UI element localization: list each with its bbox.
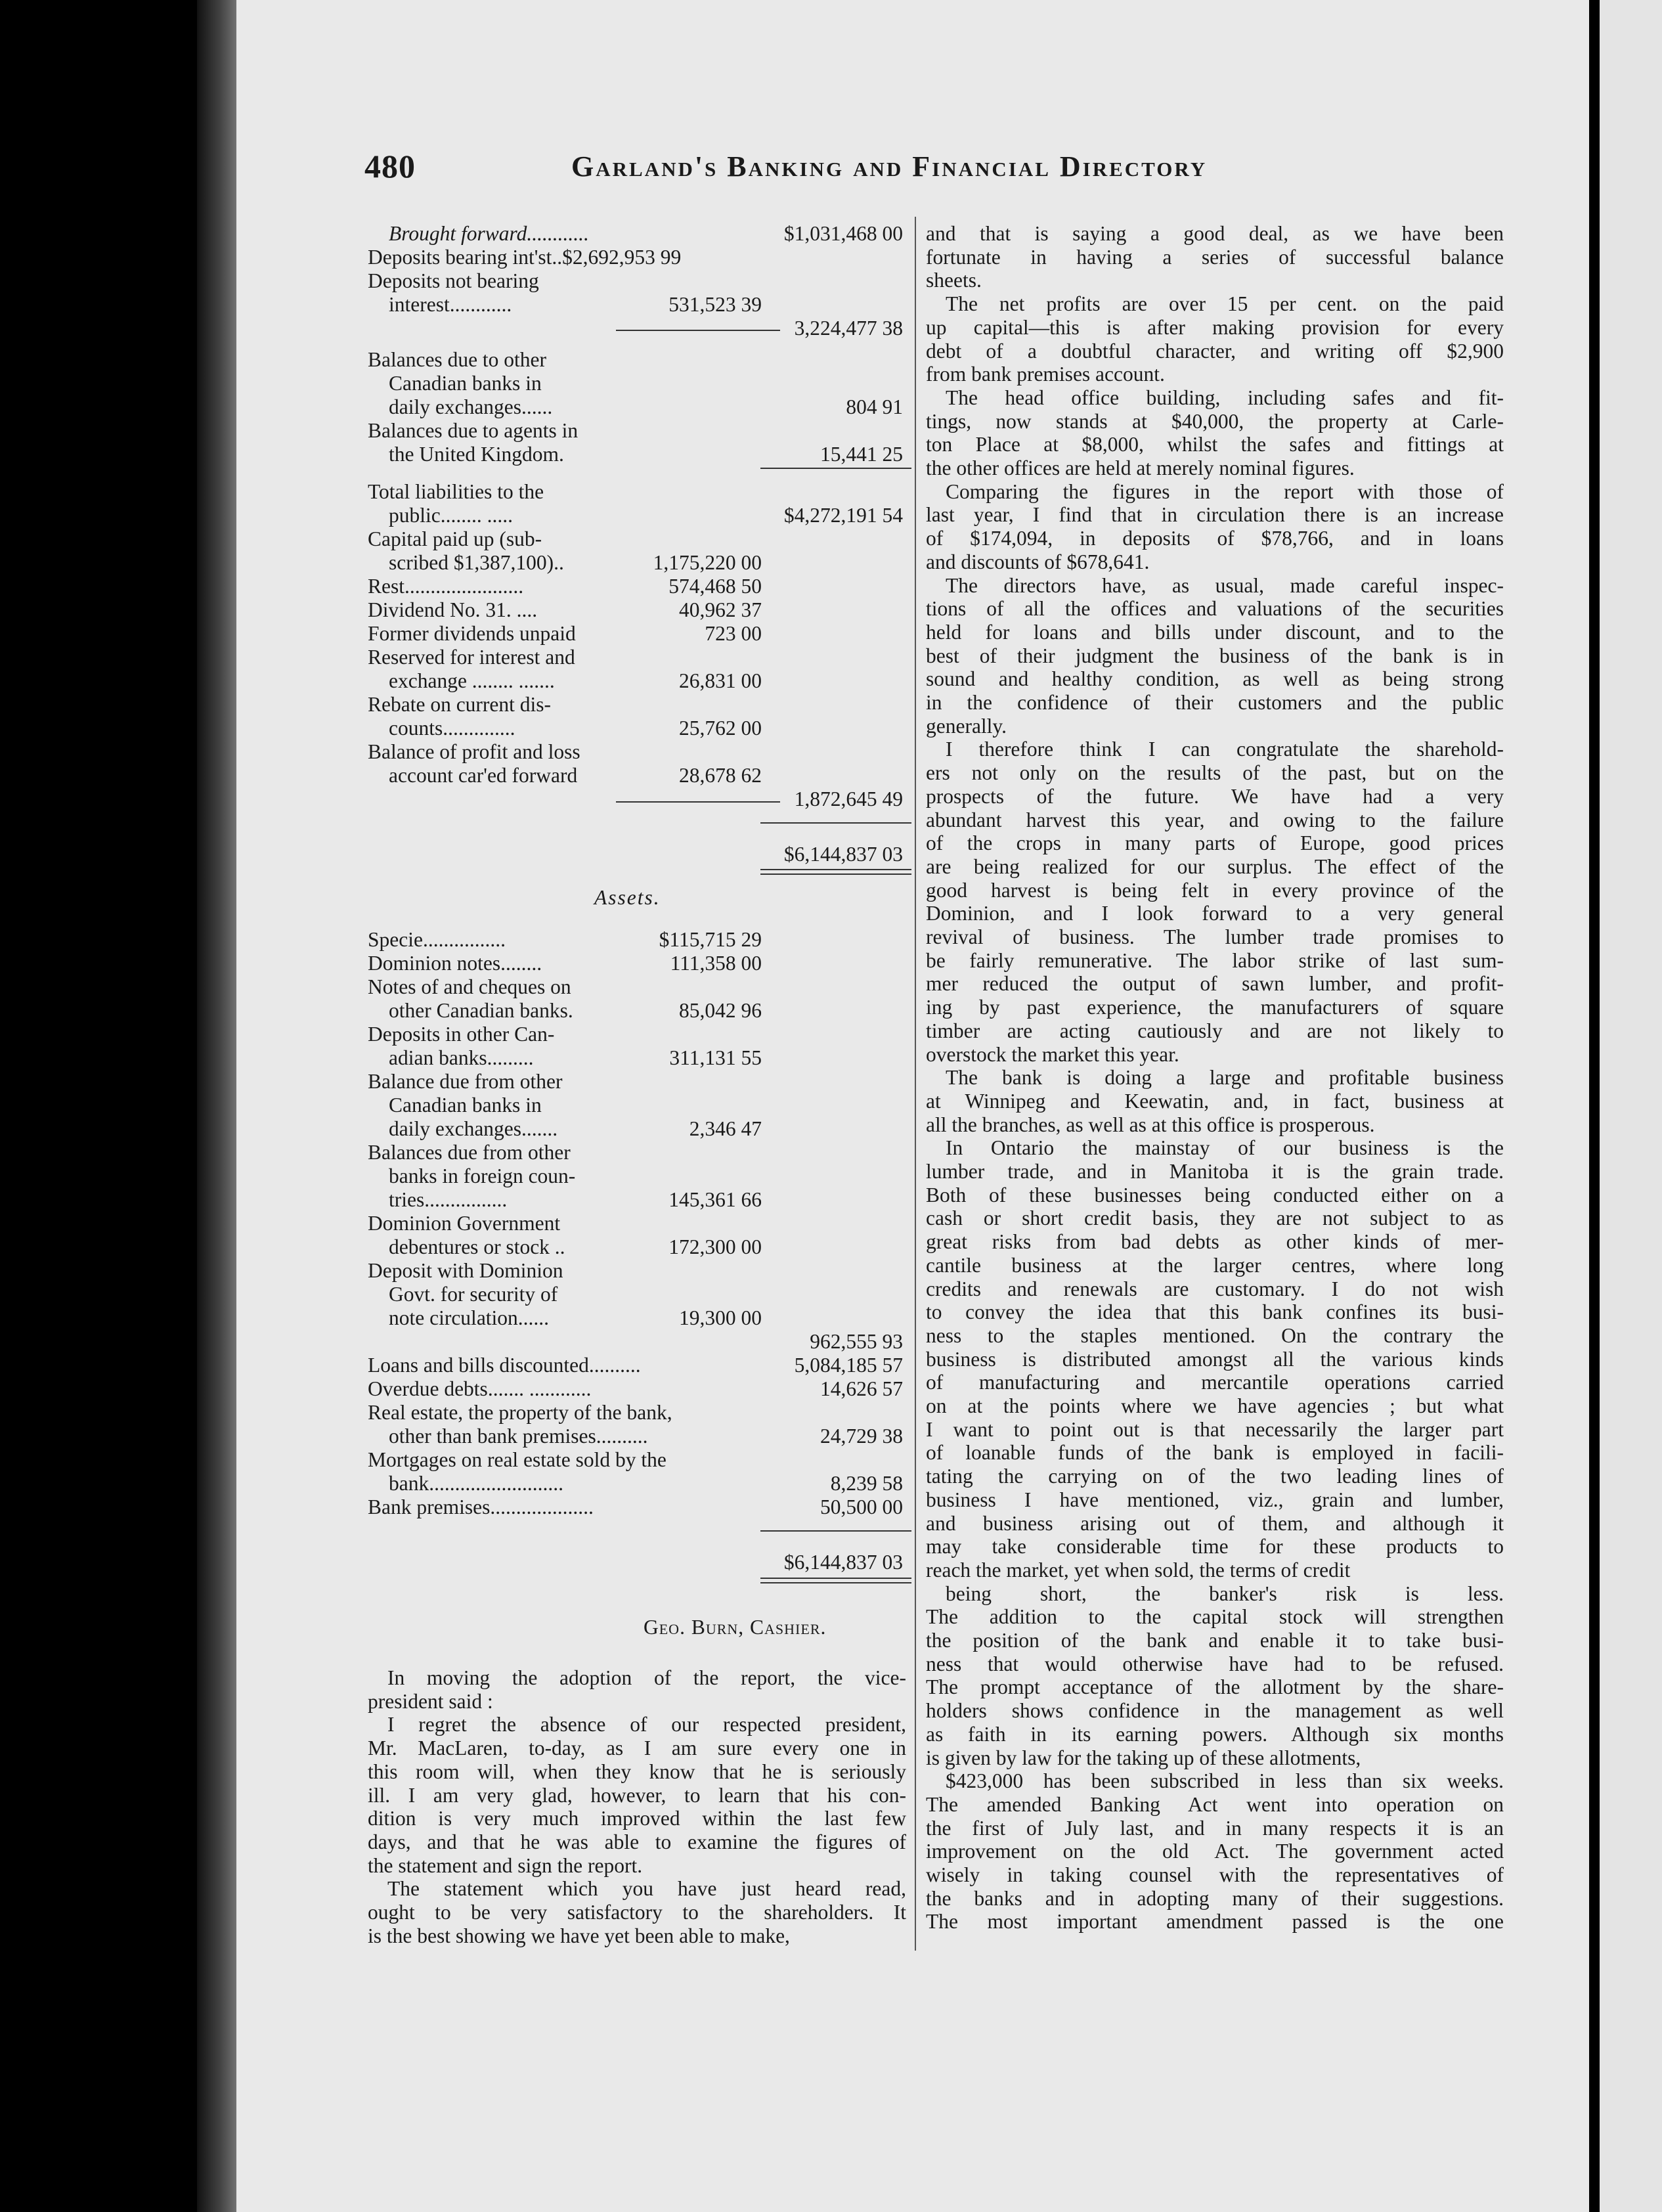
liabilities-amount: 28,678 62 xyxy=(679,764,762,787)
liabilities-line-label: daily exchanges...... xyxy=(389,395,553,418)
right-text-line: fortunate in having a series of successful balance xyxy=(926,245,1504,269)
liabilities-amount: 1,175,220 00 xyxy=(653,551,762,574)
assets-amount: 50,500 00 xyxy=(820,1495,903,1518)
right-text-line: reach the market, yet when sold, the terms of credit xyxy=(926,1558,1351,1582)
right-text-line: mer reduced the output of sawn lumber, and profit- xyxy=(926,972,1504,996)
assets-amount: 111,358 00 xyxy=(670,952,762,975)
right-text-line: ness that would otherwise have had to be refused. xyxy=(926,1652,1504,1675)
right-text-line: at Winnipeg and Keewatin, and, in fact, business at xyxy=(926,1089,1504,1113)
right-text-line: as faith in its earning powers. Although six months xyxy=(926,1722,1504,1746)
left-text-line: Mr. MacLaren, to-day, as I am sure every one in xyxy=(368,1736,906,1760)
right-text-line: abundant harvest this year, and owing to the failure xyxy=(926,808,1504,831)
right-text-line: best of their judgment the business of the bank is in xyxy=(926,644,1504,667)
right-text-line: from bank premises account. xyxy=(926,363,1165,386)
right-text-line: held for loans and bills under discount, and to the xyxy=(926,620,1504,644)
assets-line-label: Notes of and cheques on xyxy=(368,975,571,998)
liabilities-amount: 15,441 25 xyxy=(820,443,903,466)
liabilities-line-label: account car'ed forward xyxy=(389,764,578,787)
assets-line-label: tries................ xyxy=(389,1188,508,1211)
subtotal-rule xyxy=(760,468,911,469)
liabilities-amount: 574,468 50 xyxy=(668,575,762,598)
right-text-line: and that is saying a good deal, as we have been xyxy=(926,222,1504,245)
right-text-line: business I have mentioned, viz., grain and lumber, xyxy=(926,1488,1504,1511)
right-text-line: The addition to the capital stock will strengthen xyxy=(926,1605,1504,1629)
assets-line-label: Loans and bills discounted.......... xyxy=(368,1354,641,1377)
liabilities-line-label: Rest....................... xyxy=(368,575,524,598)
assets-line-label: daily exchanges....... xyxy=(389,1117,558,1140)
right-text-line: holders shows confidence in the management as well xyxy=(926,1699,1504,1723)
right-text-line: credits and renewals are customary. I do not wish xyxy=(926,1277,1504,1300)
liabilities-amount: 1,872,645 49 xyxy=(794,787,903,810)
right-text-line: of the crops in many parts of Europe, good prices xyxy=(926,831,1504,855)
assets-line-label: Specie................ xyxy=(368,928,506,951)
right-text-line: is given by law for the taking up of these allotments, xyxy=(926,1746,1361,1769)
assets-line-label: banks in foreign coun- xyxy=(389,1164,576,1187)
page-number: 480 xyxy=(364,148,416,185)
right-text-line: up capital—this is after making provision for every xyxy=(926,315,1504,339)
subtotal-rule xyxy=(616,330,780,331)
liabilities-line-label: public........ ..... xyxy=(389,504,513,527)
right-text-line: I want to point out is that necessarily the larger part xyxy=(926,1417,1504,1441)
liabilities-line-label: Balances due to other xyxy=(368,348,547,371)
total-double-rule xyxy=(760,1578,911,1583)
assets-line-label: adian banks......... xyxy=(389,1046,534,1069)
right-text-line: may take considerable time for these products to xyxy=(926,1535,1504,1559)
right-text-line: ing by past experience, the manufacturers of square xyxy=(926,996,1504,1019)
liabilities-line-label: Canadian banks in xyxy=(389,372,542,395)
right-text-line: $423,000 has been subscribed in less than six weeks. xyxy=(946,1769,1504,1793)
right-text-line: The amended Banking Act went into operation on xyxy=(926,1792,1504,1816)
right-text-line: of loanable funds of the bank is employed in facili- xyxy=(926,1441,1504,1465)
liabilities-line-label: counts.............. xyxy=(389,717,515,740)
right-text-line: tions of all the offices and valuations of the securities xyxy=(926,597,1504,621)
assets-heading: Assets. xyxy=(594,886,661,909)
assets-line-label: Dominion notes........ xyxy=(368,952,542,975)
liabilities-amount: $6,144,837 03 xyxy=(783,843,903,866)
assets-amount: $6,144,837 03 xyxy=(783,1551,903,1574)
right-text-line: business is distributed amongst all the various kinds xyxy=(926,1347,1504,1371)
liabilities-line-label: Capital paid up (sub- xyxy=(368,527,542,550)
right-text-line: generally. xyxy=(926,714,1007,738)
right-text-line: I therefore think I can congratulate the sharehold- xyxy=(946,738,1504,761)
liabilities-amount: $4,272,191 54 xyxy=(783,504,903,527)
right-text-line: sound and healthy condition, as well as being strong xyxy=(926,667,1504,691)
right-text-line: the other offices are held at merely nominal figures. xyxy=(926,456,1355,479)
liabilities-line-label: interest............ xyxy=(389,293,512,316)
left-text-line: the statement and sign the report. xyxy=(368,1853,643,1877)
right-text-line: tating the carrying on of the two leading lines of xyxy=(926,1465,1504,1488)
assets-amount: 145,361 66 xyxy=(668,1188,762,1211)
assets-amount: 172,300 00 xyxy=(668,1235,762,1258)
right-text-line: in the confidence of their customers and the public xyxy=(926,691,1504,714)
assets-line-label: Mortgages on real estate sold by the xyxy=(368,1448,667,1471)
right-text-line: The net profits are over 15 per cent. on the paid xyxy=(946,292,1504,316)
assets-line-label: Balances due from other xyxy=(368,1141,571,1164)
assets-amount: 19,300 00 xyxy=(679,1306,762,1329)
right-text-line: revival of business. The lumber trade promises to xyxy=(926,925,1504,948)
right-text-line: improvement on the old Act. The government acted xyxy=(926,1840,1504,1863)
right-text-line: the first of July last, and in many respects it is an xyxy=(926,1816,1504,1840)
right-text-line: The most important amendment passed is the one xyxy=(926,1910,1504,1934)
left-text-line: I regret the absence of our respected president, xyxy=(387,1713,906,1736)
assets-amount: 8,239 58 xyxy=(830,1472,903,1495)
liabilities-amount: 804 91 xyxy=(846,395,903,418)
assets-amount: 311,131 55 xyxy=(669,1046,762,1069)
liabilities-line-label: Former dividends unpaid xyxy=(368,622,576,645)
right-text-line: of manufacturing and mercantile operations carried xyxy=(926,1371,1504,1394)
left-text-line: days, and that he was able to examine the figures of xyxy=(368,1830,906,1853)
cashier-signature: Geo. Burn, Cashier. xyxy=(644,1616,827,1639)
liabilities-amount: 25,762 00 xyxy=(679,717,762,740)
liabilities-line-label: Brought forward............ xyxy=(389,222,589,245)
right-text-line: being short, the banker's risk is less. xyxy=(946,1582,1504,1605)
liabilities-line-label: exchange ........ ....... xyxy=(389,669,555,692)
liabilities-line-label: Deposits not bearing xyxy=(368,269,539,292)
right-text-line: to convey the idea that this bank confines its busi- xyxy=(926,1300,1504,1324)
document-page xyxy=(236,0,1589,2212)
liabilities-line-label: Balances due to agents in xyxy=(368,419,579,442)
right-text-line: The bank is doing a large and profitable business xyxy=(946,1066,1504,1090)
liabilities-amount: 26,831 00 xyxy=(679,669,762,692)
assets-line-label: Balance due from other xyxy=(368,1070,563,1093)
right-text-line: sheets. xyxy=(926,269,982,292)
liabilities-line-label: Balance of profit and loss xyxy=(368,740,580,763)
liabilities-amount: 531,523 39 xyxy=(668,293,762,316)
right-text-line: debt of a doubtful character, and writing off $2,900 xyxy=(926,339,1504,363)
liabilities-line-label: Dividend No. 31. .... xyxy=(368,598,538,621)
liabilities-line-label: the United Kingdom. xyxy=(389,443,564,466)
assets-line-label: other than bank premises.......... xyxy=(389,1425,648,1448)
right-text-line: all the branches, as well as at this office is prosperous. xyxy=(926,1113,1375,1136)
right-text-line: tings, now stands at $40,000, the property at Carle- xyxy=(926,409,1504,433)
right-text-line: on at the points where we have agencies ; but what xyxy=(926,1394,1504,1417)
right-text-line: Comparing the figures in the report with those of xyxy=(946,479,1504,503)
right-text-line: Both of these businesses being conducted either on a xyxy=(926,1183,1504,1206)
left-text-line: this room will, when they know that he is seriously xyxy=(368,1759,906,1783)
total-rule xyxy=(760,822,911,824)
next-page-edge xyxy=(1600,0,1662,2212)
right-text-line: and business arising out of them, and although it xyxy=(926,1511,1504,1535)
assets-amount: 5,084,185 57 xyxy=(794,1354,903,1377)
assets-line-label: Overdue debts....... ............ xyxy=(368,1377,592,1400)
assets-line-label: Real estate, the property of the bank, xyxy=(368,1401,672,1424)
right-text-line: wisely in taking counsel with the representatives of xyxy=(926,1863,1504,1886)
liabilities-line-label: Rebate on current dis- xyxy=(368,693,552,716)
assets-line-label: Dominion Government xyxy=(368,1212,561,1235)
liabilities-line-label: Total liabilities to the xyxy=(368,480,544,503)
right-text-line: The head office building, including safes and fit- xyxy=(946,386,1504,409)
total-double-rule xyxy=(760,869,911,875)
left-text-line: In moving the adoption of the report, the vice- xyxy=(387,1666,906,1689)
assets-line-label: bank.......................... xyxy=(389,1472,563,1495)
right-text-line: overstock the market this year. xyxy=(926,1042,1179,1066)
liabilities-line-label: Reserved for interest and xyxy=(368,646,575,669)
right-text-line: In Ontario the mainstay of our business is the xyxy=(946,1136,1504,1160)
right-text-line: good harvest is being felt in every province of the xyxy=(926,878,1504,902)
assets-line-label: Bank premises.................... xyxy=(368,1495,594,1518)
assets-line-label: Canadian banks in xyxy=(389,1094,542,1117)
assets-line-label: Deposit with Dominion xyxy=(368,1259,563,1282)
left-text-line: The statement which you have just heard read, xyxy=(387,1877,906,1901)
right-text-line: the banks and in adopting many of their suggestions. xyxy=(926,1886,1504,1910)
right-text-line: the position of the bank and enable it to take busi- xyxy=(926,1629,1504,1652)
running-head: Garland's Banking and Financial Directory xyxy=(571,150,1208,183)
right-text-line: The prompt acceptance of the allotment by the share- xyxy=(926,1675,1504,1699)
assets-amount: 14,626 57 xyxy=(820,1377,903,1400)
right-text-line: great risks from bad debts as other kinds of mer- xyxy=(926,1230,1504,1254)
right-text-line: and discounts of $678,641. xyxy=(926,550,1150,573)
assets-amount: 2,346 47 xyxy=(689,1117,762,1140)
liabilities-line-label: scribed $1,387,100).. xyxy=(389,551,564,574)
right-text-line: The directors have, as usual, made careful inspec- xyxy=(946,573,1504,597)
subtotal-rule xyxy=(616,801,780,803)
left-text-line: is the best showing we have yet been able to make, xyxy=(368,1924,790,1947)
left-text-line: president said : xyxy=(368,1689,493,1713)
right-text-line: be fairly remunerative. The labor strike of last sum- xyxy=(926,948,1504,972)
left-text-line: ought to be very satisfactory to the shareholders. It xyxy=(368,1901,906,1924)
right-text-line: cash or short credit basis, they are not subject to as xyxy=(926,1206,1504,1230)
right-text-line: ers not only on the results of the past, but on the xyxy=(926,761,1504,785)
assets-line-label: other Canadian banks. xyxy=(389,999,573,1022)
right-text-line: Dominion, and I look forward to a very general xyxy=(926,902,1504,925)
liabilities-amount: $1,031,468 00 xyxy=(783,222,903,245)
assets-amount: 24,729 38 xyxy=(820,1425,903,1448)
total-rule xyxy=(760,1530,911,1532)
right-text-line: cantile business at the larger centres, where long xyxy=(926,1253,1504,1277)
right-text-line: of $174,094, in deposits of $78,766, and in loans xyxy=(926,527,1504,550)
left-text-line: dition is very much improved within the last few xyxy=(368,1807,906,1830)
assets-amount: 85,042 96 xyxy=(679,999,762,1022)
right-text-line: ton Place at $8,000, whilst the safes and fittings at xyxy=(926,433,1504,456)
liabilities-amount: 723 00 xyxy=(705,622,762,645)
left-text-line: ill. I am very glad, however, to learn that his con- xyxy=(368,1783,906,1807)
assets-line-label: debentures or stock .. xyxy=(389,1235,565,1258)
liabilities-amount: 3,224,477 38 xyxy=(794,317,903,340)
assets-line-label: note circulation...... xyxy=(389,1306,550,1329)
right-text-line: are being realized for our surplus. The effect of the xyxy=(926,854,1504,878)
assets-amount: $115,715 29 xyxy=(659,928,762,951)
right-text-line: ness to the staples mentioned. On the contrary the xyxy=(926,1323,1504,1347)
right-text-line: lumber trade, and in Manitoba it is the grain trade. xyxy=(926,1160,1504,1183)
right-text-line: timber are acting cautiously and are not likely to xyxy=(926,1019,1504,1042)
liabilities-line-label: Deposits bearing int'st..$2,692,953 99 xyxy=(368,246,682,269)
assets-line-label: Deposits in other Can- xyxy=(368,1023,555,1046)
assets-line-label: Govt. for security of xyxy=(389,1283,558,1306)
right-text-line: last year, I find that in circulation there is an increase xyxy=(926,503,1504,527)
column-divider xyxy=(915,217,916,1951)
liabilities-amount: 40,962 37 xyxy=(679,598,762,621)
assets-amount: 962,555 93 xyxy=(810,1330,903,1353)
right-text-line: prospects of the future. We have had a very xyxy=(926,784,1504,808)
